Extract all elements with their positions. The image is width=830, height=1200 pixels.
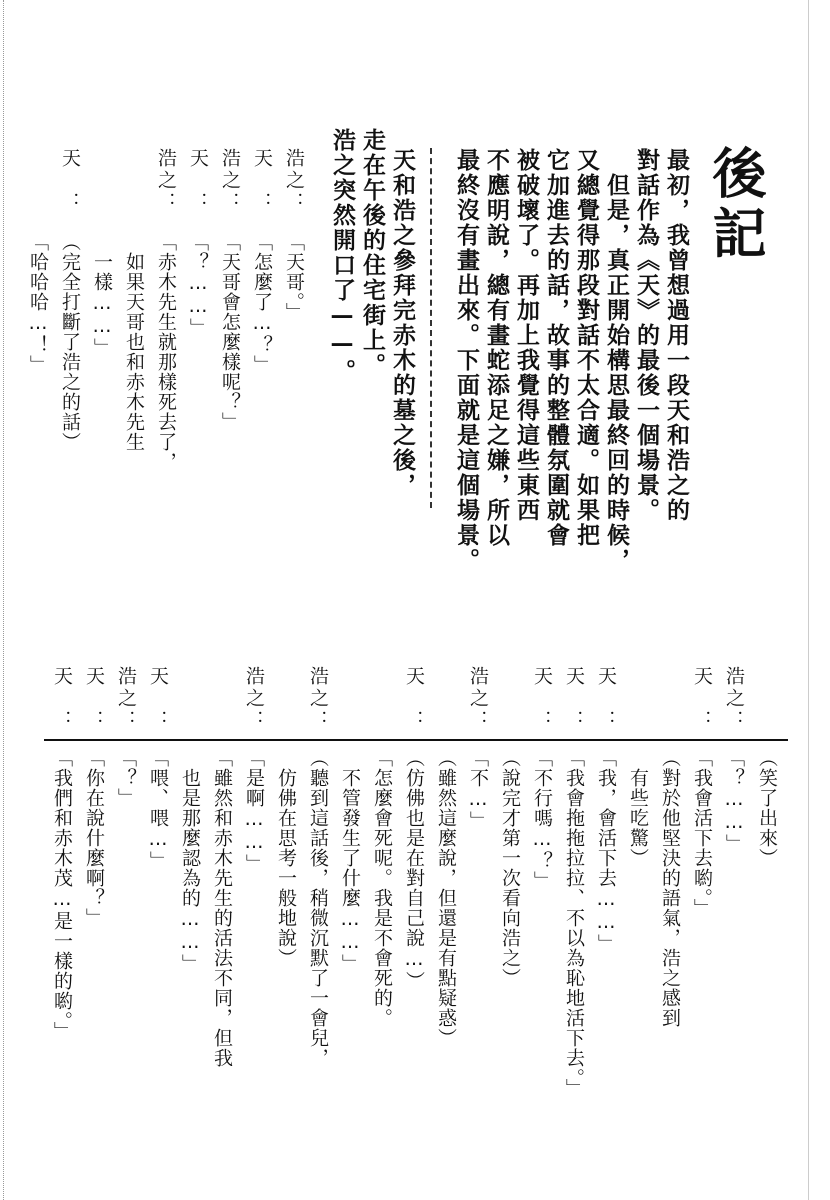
page-edge-right [808,0,809,1200]
speaker-label: 天 ： [691,666,713,732]
intro-line: 對話作為《天》的最後一個場景。 [633,148,659,523]
section-divider [44,739,788,741]
dialogue-line: 「怎麼會死呢。我是不會死的。 [371,748,393,1028]
speaker-label: 天 ： [51,666,73,732]
speaker-label: 天 ： [147,666,169,732]
dialogue-line: 「我會活下去喲。」 [691,748,713,919]
dialogue-line: 「怎麼了…？」 [251,232,273,375]
speaker-label: 浩之： [243,666,265,732]
dialogue-line: （雖然這麼說，但還是有點疑惑） [435,748,457,1048]
page-edge-left [3,0,4,1200]
dialogue-line: 「？……」 [723,748,745,854]
dialogue-line: 「我，會活下去……」 [595,748,617,954]
intro-line: 它加進去的話，故事的整體氛圍就會 [543,148,569,548]
speaker-label: 天 ： [251,148,273,214]
speaker-label: 天 ： [187,148,209,214]
dialogue-line: 「？……」 [187,232,209,338]
speaker-label: 浩之： [283,148,305,214]
speaker-label: 天 ： [83,666,105,732]
dialogue-line: 也是那麼認為的……」 [179,748,201,974]
dialogue-line: 「？」 [115,748,137,808]
dialogue-line: 「我會拖拖拉拉、不以為恥地活下去。」 [563,748,585,1099]
dialogue-line: 一樣……」 [91,232,113,358]
intro-line: 不應明說，總有畫蛇添足之嫌，所以 [483,148,509,548]
dialogue-line: 「你在說什麼啊？」 [83,748,105,928]
speaker-label: 浩之： [219,148,241,214]
dialogue-line: （笑了出來） [756,748,778,868]
dialogue-line: （說完才第一次看向浩之） [499,748,521,988]
scene-line: 走在午後的住宅街上。 [359,128,385,378]
wavy-divider [430,148,438,508]
dialogue-line: 「喂、喂…」 [147,748,169,871]
dialogue-line: （對於他堅決的語氣，浩之感到 [659,748,681,1028]
dialogue-line: 不管發生了什麼……」 [339,748,361,974]
dialogue-line: 「天哥。」 [283,232,305,323]
dialogue-line: （仿佛也是在對自己說…） [403,748,425,991]
scene-line: 浩之突然開口了——。 [329,128,355,384]
intro-line: 又總覺得那段對話不太合適。如果把 [573,148,599,548]
speaker-label: 浩之： [115,666,137,732]
speaker-label: 天 ： [595,666,617,732]
page-title: 後記 [704,145,767,265]
dialogue-line: 「哈哈哈…！」 [27,232,49,375]
dialogue-line: 有些吃驚） [627,748,649,868]
intro-line: 被破壞了。再加上我覺得這些東西 [513,148,539,523]
dialogue-line: 「我們和赤木茂…是一樣的喲。」 [51,748,73,1042]
speaker-label: 天 ： [531,666,553,732]
speaker-label: 浩之： [155,148,177,214]
dialogue-line: 「赤木先生就那樣死去了， [155,232,177,472]
dialogue-line: （完全打斷了浩之的話） [59,232,81,452]
speaker-label: 浩之： [467,666,489,732]
dialogue-line: 「天哥會怎麼樣呢？」 [219,232,241,432]
speaker-label: 天 ： [563,666,585,732]
speaker-label: 浩之： [307,666,329,732]
intro-line: 最終沒有畫出來。下面就是這個場景。 [453,148,479,573]
dialogue-line: 「不…」 [467,748,489,831]
dialogue-line: 如果天哥也和赤木先生 [123,232,145,452]
dialogue-line: 「不行嗎…？」 [531,748,553,891]
dialogue-line: 「雖然和赤木先生的活法不同，但我 [211,748,233,1068]
dialogue-line: 「是啊……」 [243,748,265,874]
speaker-label: 天 ： [59,148,81,214]
intro-line: 最初，我曾想過用一段天和浩之的 [663,148,689,523]
dialogue-line: （聽到這話後，稍微沉默了一會兒， [307,748,329,1068]
speaker-label: 天 ： [403,666,425,732]
speaker-label: 浩之： [723,666,745,732]
scene-line: 天和浩之參拜完赤木的墓之後， [389,148,415,498]
dialogue-line: 仿佛在思考一般地說） [275,748,297,968]
intro-line: 但是，真正開始構思最終回的時候， [603,148,629,573]
